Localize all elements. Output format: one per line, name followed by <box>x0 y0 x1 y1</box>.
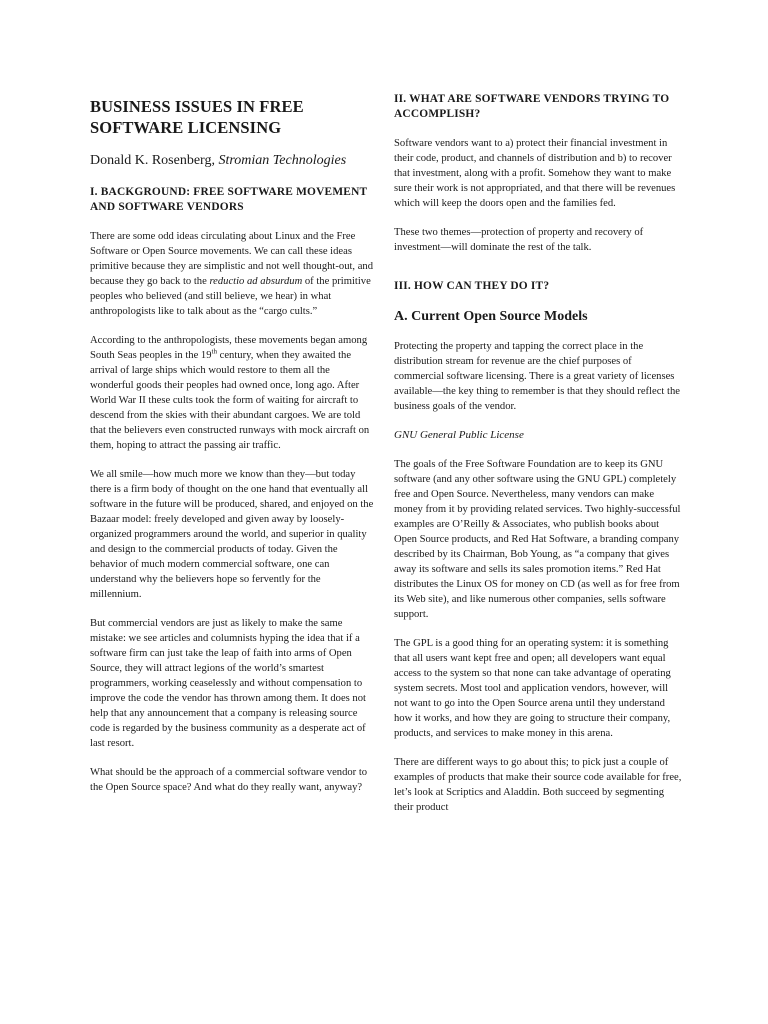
section-heading-how: III. HOW CAN THEY DO IT? <box>394 280 550 292</box>
superscript: th <box>211 347 217 356</box>
section-heading-vendors: II. WHAT ARE SOFTWARE VENDORS TRYING TO ACCOMPLISH? <box>394 93 670 120</box>
paragraph: There are different ways to go about this; to pick just a couple of examples of products that make their source code available for free, let’s look at Scriptics and Aladdin. Both succeed by segmenting their product <box>394 756 682 813</box>
paper-title: BUSINESS ISSUES IN FREE SOFTWARE LICENSING <box>90 97 304 137</box>
author-company: Stromian Technologies <box>218 153 347 168</box>
paragraph: These two themes—protection of property and recovery of investment—will dominate the rest of the talk. <box>394 227 644 253</box>
paragraph: We all smile—how much more we know than they—but today there is a firm body of thought on the one hand that eventually all software in the future will be produced, shared, and enjoyed on the Bazaar model: freely developed and given away by loosely-organized programmers around the world, and superior in quality and design to the commercial products of today. Given the behavior of much modern commercial software, one can understand why the believers hope so fervently for the millennium. <box>90 469 374 600</box>
right-column <box>394 92 682 829</box>
paragraph-text: century, when they awaited the arrival of large ships which would restore to them all the wonderful goods their peoples had owned once, long ago. After World War II these cults took the form of waiting for aircraft to descend from the skies with their abundant cargoes. We are told that the believers even constructed runways with mock aircraft on them, hoping to attract the passing air traffic. <box>90 350 370 451</box>
paragraph-text: According to the anthropologists, these movements began among South Seas peoples in the 19 <box>90 335 368 361</box>
paragraph: The GPL is a good thing for an operating system: it is something that all users want kept free and open; all developers want equal access to the system so that none can take advantage of operating system secrets. Most tool and application vendors, however, will not want to go into the Open Source arena until they understand how it works, and how they are going to structure their company, products, and services to make money in this arena. <box>394 637 671 739</box>
paragraph: What should be the approach of a commercial software vendor to the Open Source space? And what do they really want, anyway? <box>90 767 368 793</box>
subsection-heading-models: A. Current Open Source Models <box>394 308 588 324</box>
author-name: Donald K. Rosenberg, <box>90 153 219 168</box>
paragraph: Protecting the property and tapping the correct place in the distribution stream for revenue are the chief purposes of commercial software licensing. There is a great variety of licenses available—the key thing to remember is that they should reflect the business goals of the vendor. <box>394 340 680 412</box>
author-line <box>90 152 374 170</box>
paragraph: Software vendors want to a) protect their financial investment in their code, product, and channels of distribution and b) to recover that investment, along with a profit. Somehow they want to make sure their work is not appropriated, and that there will be revenues which will keep the doors open and the families fed. <box>394 138 676 209</box>
paragraph: But commercial vendors are just as likely to make the same mistake: we see articles and columnists hyping the idea that if a software firm can just take the leap of faith into arms of Open Source, they will attract legions of the world’s smartest programmers, working ceaselessly and without compensation to improve the code the vendor has thrown among them. It does not help that any announcement that a company is releasing source code is regarded by the business community as a desperate act of last resort. <box>90 618 366 749</box>
paragraph: The goals of the Free Software Foundation are to keep its GNU software (and any other software using the GNU GPL) completely free and Open Source. Nevertheless, many vendors can make money from it by providing related services. Two highly-successful examples are O’Reilly & Associates, who publish books about Open Source products, and Red Hat Software, a branding company described by its Chairman, Bob Young, as “a company that gives away its software and sells its sales promotion items.” Red Hat distributes the Linux OS for money on CD (as well as for free from its Web site), and like numerous other companies, sells software support. <box>394 458 681 620</box>
paragraph <box>90 229 374 319</box>
left-column <box>90 92 374 809</box>
paragraph-emphasis: reductio ad absurdum <box>209 276 303 287</box>
paragraph-text: of the primitive peoples who believed (and still believe, we hear) in what anthropologists like to talk about as the “cargo cults.” <box>90 276 371 317</box>
paragraph-text: There are some odd ideas circulating about Linux and the Free Software or Open Source movements. We can call these ideas primitive because they are simplistic and not well thought-out, and because they go back to the <box>90 231 374 287</box>
paragraph <box>90 333 374 453</box>
section-heading-background: I. BACKGROUND: FREE SOFTWARE MOVEMENT AND SOFTWARE VENDORS <box>90 186 368 213</box>
subheading-gnu-gpl: GNU General Public License <box>394 428 524 441</box>
